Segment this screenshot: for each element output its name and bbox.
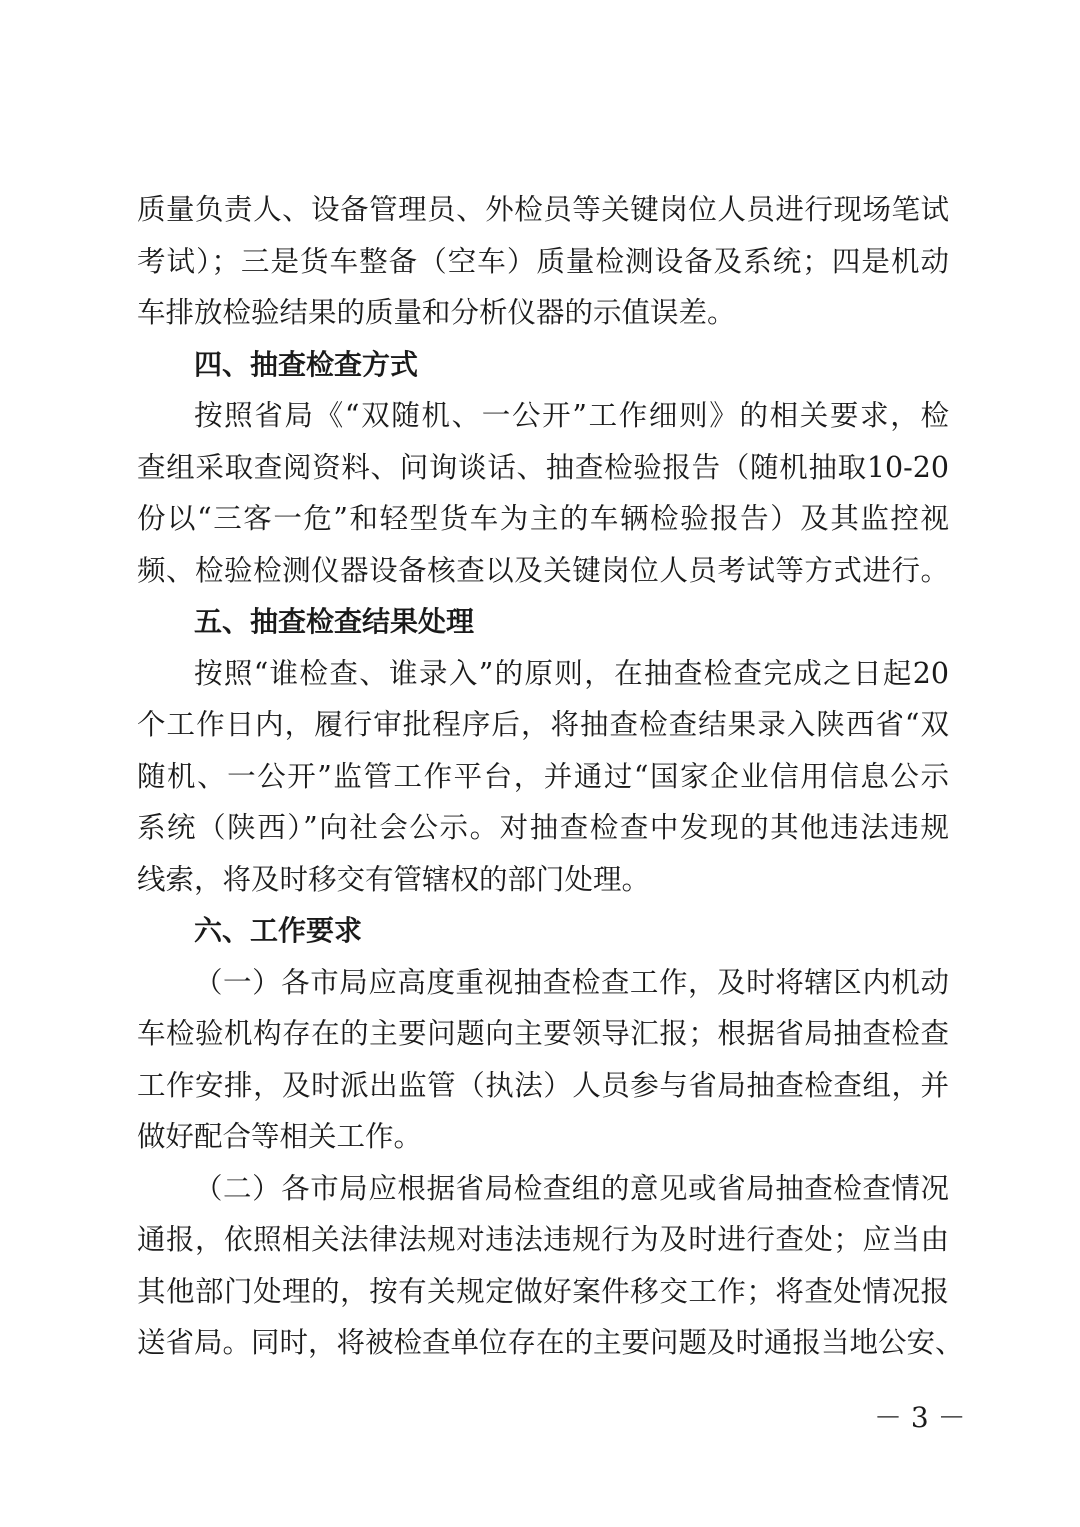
body-text-line: 频、检验检测仪器设备核查以及关键岗位人员考试等方式进行。: [137, 553, 949, 587]
body-text-line: 查组采取查阅资料、问询谈话、抽查检验报告（随机抽取10-20: [137, 450, 949, 484]
body-text-line: 送省局。同时，将被检查单位存在的主要问题及时通报当地公安、: [137, 1326, 964, 1359]
body-text-line: 车检验机构存在的主要问题向主要领导汇报；根据省局抽查检查: [137, 1017, 949, 1050]
body-text-line: 通报，依照相关法律法规对违法违规行为及时进行查处；应当由: [137, 1223, 949, 1256]
body-text-line: 做好配合等相关工作。: [137, 1120, 423, 1153]
section-heading-4: 四、抽查检查方式: [194, 347, 419, 381]
body-text-line: 线索，将及时移交有管辖权的部门处理。: [137, 862, 651, 896]
body-text-line: 其他部门处理的，按有关规定做好案件移交工作；将查处情况报: [137, 1274, 949, 1308]
body-text-line: （二）各市局应根据省局检查组的意见或省局抽查检查情况: [194, 1171, 949, 1205]
body-text-line: 按照省局《“双随机、一公开”工作细则》的相关要求，检: [194, 399, 949, 432]
body-text-line: 车排放检验结果的质量和分析仪器的示值误差。: [137, 296, 736, 329]
section-heading-5: 五、抽查检查结果处理: [194, 605, 475, 638]
document-body: [137, 184, 964, 1369]
body-text-line: 随机、一公开”监管工作平台，并通过“国家企业信用信息公示: [137, 759, 949, 793]
body-text-line: 按照“谁检查、谁录入”的原则，在抽查检查完成之日起20: [194, 656, 949, 690]
page-number: － 3 －: [874, 1401, 966, 1434]
body-text-line: 考试）；三是货车整备（空车）质量检测设备及系统；四是机动: [137, 244, 949, 278]
body-text-line: 工作安排，及时派出监管（执法）人员参与省局抽查检查组，并: [137, 1068, 949, 1102]
body-text-line: 份以“三客一危”和轻型货车为主的车辆检验报告）及其监控视: [137, 502, 949, 535]
section-heading-6: 六、工作要求: [194, 914, 363, 947]
body-text-line: （一）各市局应高度重视抽查检查工作，及时将辖区内机动: [194, 965, 949, 999]
body-text-line: 系统（陕西）”向社会公示。对抽查检查中发现的其他违法违规: [137, 811, 949, 844]
body-text-line: 质量负责人、设备管理员、外检员等关键岗位人员进行现场笔试: [137, 193, 949, 226]
body-text-line: 个工作日内，履行审批程序后，将抽查检查结果录入陕西省“双: [137, 708, 949, 741]
